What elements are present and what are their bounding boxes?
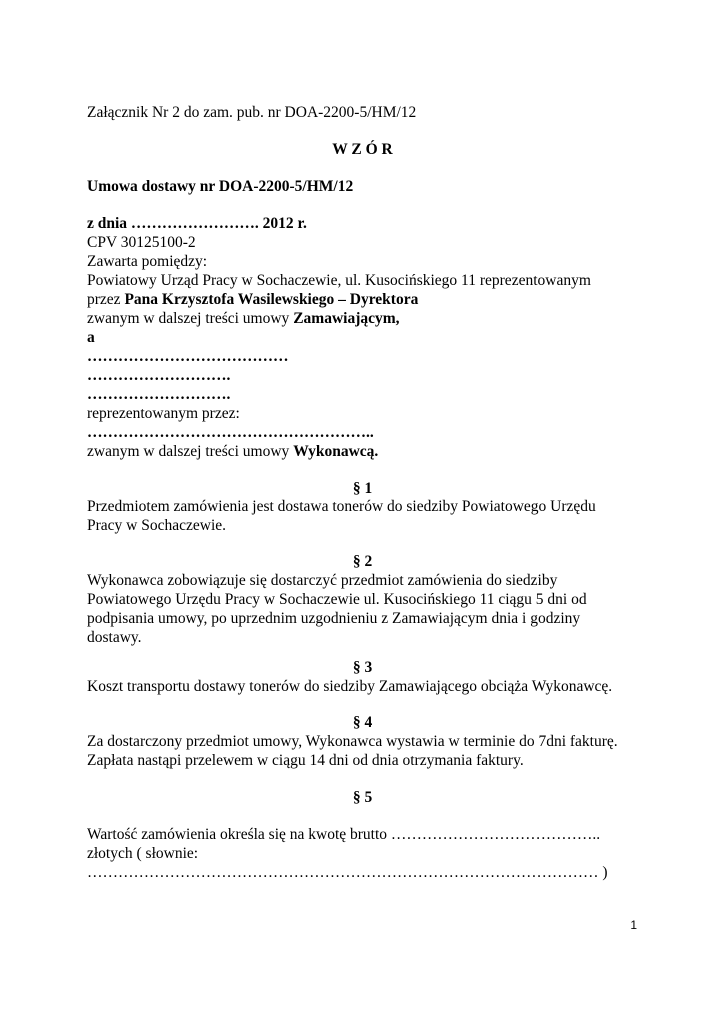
section-5-text-line-3: ……………………………………………………………………………………… ) [87, 864, 608, 881]
section-4-heading: § 4 [352, 714, 373, 731]
section-5-text-line-2: złotych ( słownie: [87, 845, 199, 862]
section-3-text-line-1: Koszt transportu dostawy tonerów do siedziby Zamawiającego obciąża Wykonawcę. [87, 678, 613, 695]
section-3-heading: § 3 [352, 659, 373, 676]
document-title: W Z Ó R [332, 141, 393, 158]
employer-designation-prefix: zwanym w dalszej treści umowy [87, 310, 294, 327]
section-1-text-line-1: Przedmiotem zamówienia jest dostawa tonerów do siedziby Powiatowego Urzędu [87, 498, 596, 515]
section-5-text-line-1: Wartość zamówienia określa się na kwotę brutto ………………………………….. [87, 826, 601, 843]
contract-date: z dnia ……………………. 2012 r. [87, 215, 307, 232]
page-number: 1 [630, 918, 637, 932]
section-2-text-line-4: dostawy. [87, 629, 142, 646]
employer-designation-term: Zamawiającym, [293, 310, 400, 327]
contractor-designation-term: Wykonawcą. [293, 443, 379, 460]
section-2-text-line-1: Wykonawca zobowiązuje się dostarczyć przedmiot zamówienia do siedziby [87, 572, 558, 589]
section-4-text-line-2: Zapłata nastąpi przelewem w ciągu 14 dni od dnia otrzymania faktury. [87, 752, 524, 769]
representative-blank: ……………………………………………….. [87, 424, 374, 441]
contractor-blank-1: ………………………………… [87, 348, 289, 365]
contractor-designation [87, 442, 378, 462]
employer-name: Powiatowy Urząd Pracy w Sochaczewie, ul. Kusocińskiego 11 reprezentowanym [87, 272, 591, 289]
cpv-code: CPV 30125100-2 [87, 234, 196, 251]
contract-title: Umowa dostawy nr DOA-2200-5/HM/12 [87, 178, 354, 195]
section-1-text-line-2: Pracy w Sochaczewie. [87, 517, 227, 534]
contractor-blank-2: ………………………. [87, 367, 231, 384]
contractor-blank-3: ………………………. [87, 386, 231, 403]
section-5-heading: § 5 [352, 789, 373, 806]
section-4-text-line-1: Za dostarczony przedmiot umowy, Wykonawca wystawia w terminie do 7dni fakturę. [87, 733, 618, 750]
employer-rep-name: Pana Krzysztofa Wasilewskiego – Dyrektora [124, 291, 419, 308]
and-conjunction: a [87, 329, 95, 346]
section-1-heading: § 1 [352, 480, 373, 497]
section-2-text-line-3: podpisania umowy, po uprzednim uzgodnieniu z Zamawiającym dnia i godziny [87, 610, 581, 627]
employer-designation [87, 309, 400, 329]
attachment-note: Załącznik Nr 2 do zam. pub. nr DOA-2200-5/HM/12 [87, 104, 417, 121]
concluded-between: Zawarta pomiędzy: [87, 253, 208, 270]
section-2-text-line-2: Powiatowego Urzędu Pracy w Sochaczewie ul. Kusocińskiego 11 ciągu 5 dni od [87, 591, 587, 608]
section-2-heading: § 2 [352, 553, 373, 570]
employer-rep-prefix: przez [87, 291, 125, 308]
employer-representative [87, 290, 418, 310]
contractor-designation-prefix: zwanym w dalszej treści umowy [87, 443, 294, 460]
represented-by: reprezentowanym przez: [87, 405, 240, 422]
